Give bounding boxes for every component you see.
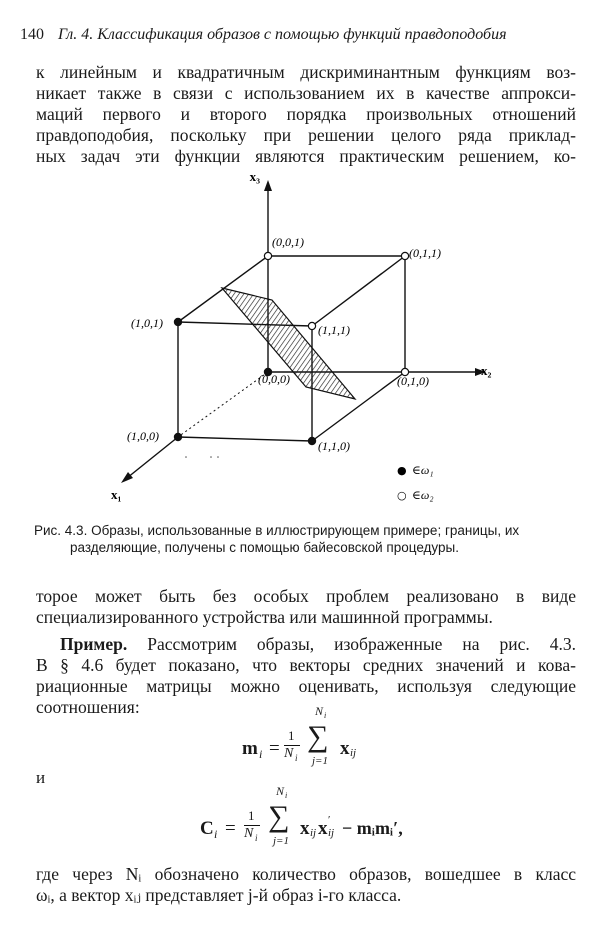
eq-term-sub: ij	[310, 827, 317, 839]
eq-sum-top-sub: i	[285, 791, 288, 800]
paragraph-4	[36, 864, 576, 906]
axis-x1-label: x₁	[111, 487, 122, 502]
figure-caption	[34, 522, 580, 556]
text-line: В § 4.6 будет показано, что векторы средних значений и кова-	[36, 655, 576, 675]
text-line: ωᵢ, а вектор xᵢⱼ представляет j-й образ i-го класса.	[36, 885, 402, 905]
eq-lhs: m	[242, 738, 258, 759]
text-line: где через Nᵢ обозначено количество образов, вошедшее в класс	[36, 864, 576, 884]
sum-symbol: ∑	[307, 720, 329, 753]
eq-lhs-sub: i	[259, 747, 263, 761]
vertex-001	[264, 252, 271, 259]
text-line: специализированного устройства или машинной программы.	[36, 607, 493, 627]
eq-term-sub: ij	[328, 827, 335, 839]
text-line: к линейным и квадратичным дискриминантным функциям воз-	[36, 62, 576, 82]
eq-term-sub: ij	[350, 747, 357, 759]
hidden-edges	[178, 372, 268, 437]
axis-x1	[127, 437, 178, 478]
eq-sum-top-sub: i	[324, 711, 327, 720]
text-line: ных задач эти функции являются практическим решением, ко-	[36, 146, 576, 166]
vertex-101	[174, 318, 181, 325]
eq-num: 1	[248, 808, 255, 823]
eq-equals: =	[225, 818, 236, 839]
eq-term: x	[300, 818, 310, 839]
eq-term: x	[340, 738, 350, 759]
eq-den: N	[284, 746, 294, 761]
eq-sum-bot: j=1	[312, 755, 328, 767]
legend-open-icon: ○	[397, 489, 407, 502]
axis-x2-label: x₂	[481, 363, 492, 378]
text-line: торое может быть без особых проблем реализовано в виде	[36, 586, 576, 606]
eq-tail: − mᵢmᵢ′,	[342, 818, 403, 838]
page-number: 140	[20, 26, 44, 43]
caption-line: разделяющие, получены с помощью байесовской процедуры.	[70, 540, 459, 555]
sum-symbol: ∑	[268, 800, 290, 833]
conjunction: и	[36, 768, 46, 787]
vertex-label: (0,1,0)	[397, 374, 429, 388]
eq-lhs: C	[200, 818, 214, 839]
paragraph-3	[36, 634, 576, 718]
axis-x3-label: x₃	[249, 169, 260, 184]
eq-term: x	[318, 818, 328, 839]
vertex-label: (1,0,1)	[131, 316, 163, 330]
vertex-label: (1,1,1)	[318, 323, 350, 337]
axis-x1-arrow	[121, 472, 133, 483]
scan-dots	[185, 456, 219, 458]
example-lead: Пример.	[60, 634, 128, 654]
vertex-label: (0,0,1)	[272, 235, 304, 249]
vertex-111	[308, 322, 315, 329]
text-span: Рассмотрим образы, изображенные на рис. 4.3.	[127, 634, 576, 654]
text-line: маций первого и второго порядка произвольных отношений	[36, 104, 576, 124]
vertex-label: (0,0,0)	[258, 372, 290, 386]
eq-sum-top: N	[276, 784, 285, 798]
equation-mean	[242, 704, 392, 776]
text-line: соотношения:	[36, 697, 140, 717]
text-line: правдоподобия, поскольку при решении целого ряда приклад-	[36, 125, 576, 145]
caption-line: Рис. 4.3. Образы, использованные в иллюстрирующем примере; границы, их	[34, 523, 520, 538]
paragraph-1	[36, 62, 576, 167]
equation-covariance	[200, 784, 440, 862]
eq-equals: =	[269, 738, 280, 759]
text-line	[36, 634, 576, 655]
vertex-110	[308, 437, 315, 444]
axis-x3-arrow	[264, 180, 272, 191]
running-header	[20, 26, 580, 44]
legend-filled-icon: ●	[397, 464, 407, 477]
eq-sum-bot: j=1	[273, 835, 289, 847]
eq-sum-top: N	[315, 704, 324, 718]
running-title: Гл. 4. Классификация образов с помощью функций правдоподобия	[58, 26, 507, 43]
paragraph-2	[36, 586, 576, 628]
legend-open-label: ∈ω₂	[412, 488, 434, 502]
text-line: никает также в связи с использованием их в качестве аппрокси-	[36, 83, 576, 103]
eq-den: N	[244, 826, 254, 841]
text-line: риационные матрицы можно оценивать, используя следующие	[36, 676, 576, 696]
vertex-label: (1,1,0)	[318, 439, 350, 453]
cube-figure	[0, 160, 600, 520]
legend-filled-label: ∈ω₁	[412, 463, 434, 477]
vertex-011	[401, 252, 408, 259]
eq-num: 1	[288, 728, 295, 743]
eq-den-sub: i	[295, 753, 298, 763]
vertex-label: (1,0,0)	[127, 429, 159, 443]
vertex-label: (0,1,1)	[409, 246, 441, 260]
eq-prime: ′	[328, 814, 331, 826]
eq-den-sub: i	[255, 833, 258, 843]
vertex-100	[174, 433, 181, 440]
eq-lhs-sub: i	[214, 827, 218, 841]
